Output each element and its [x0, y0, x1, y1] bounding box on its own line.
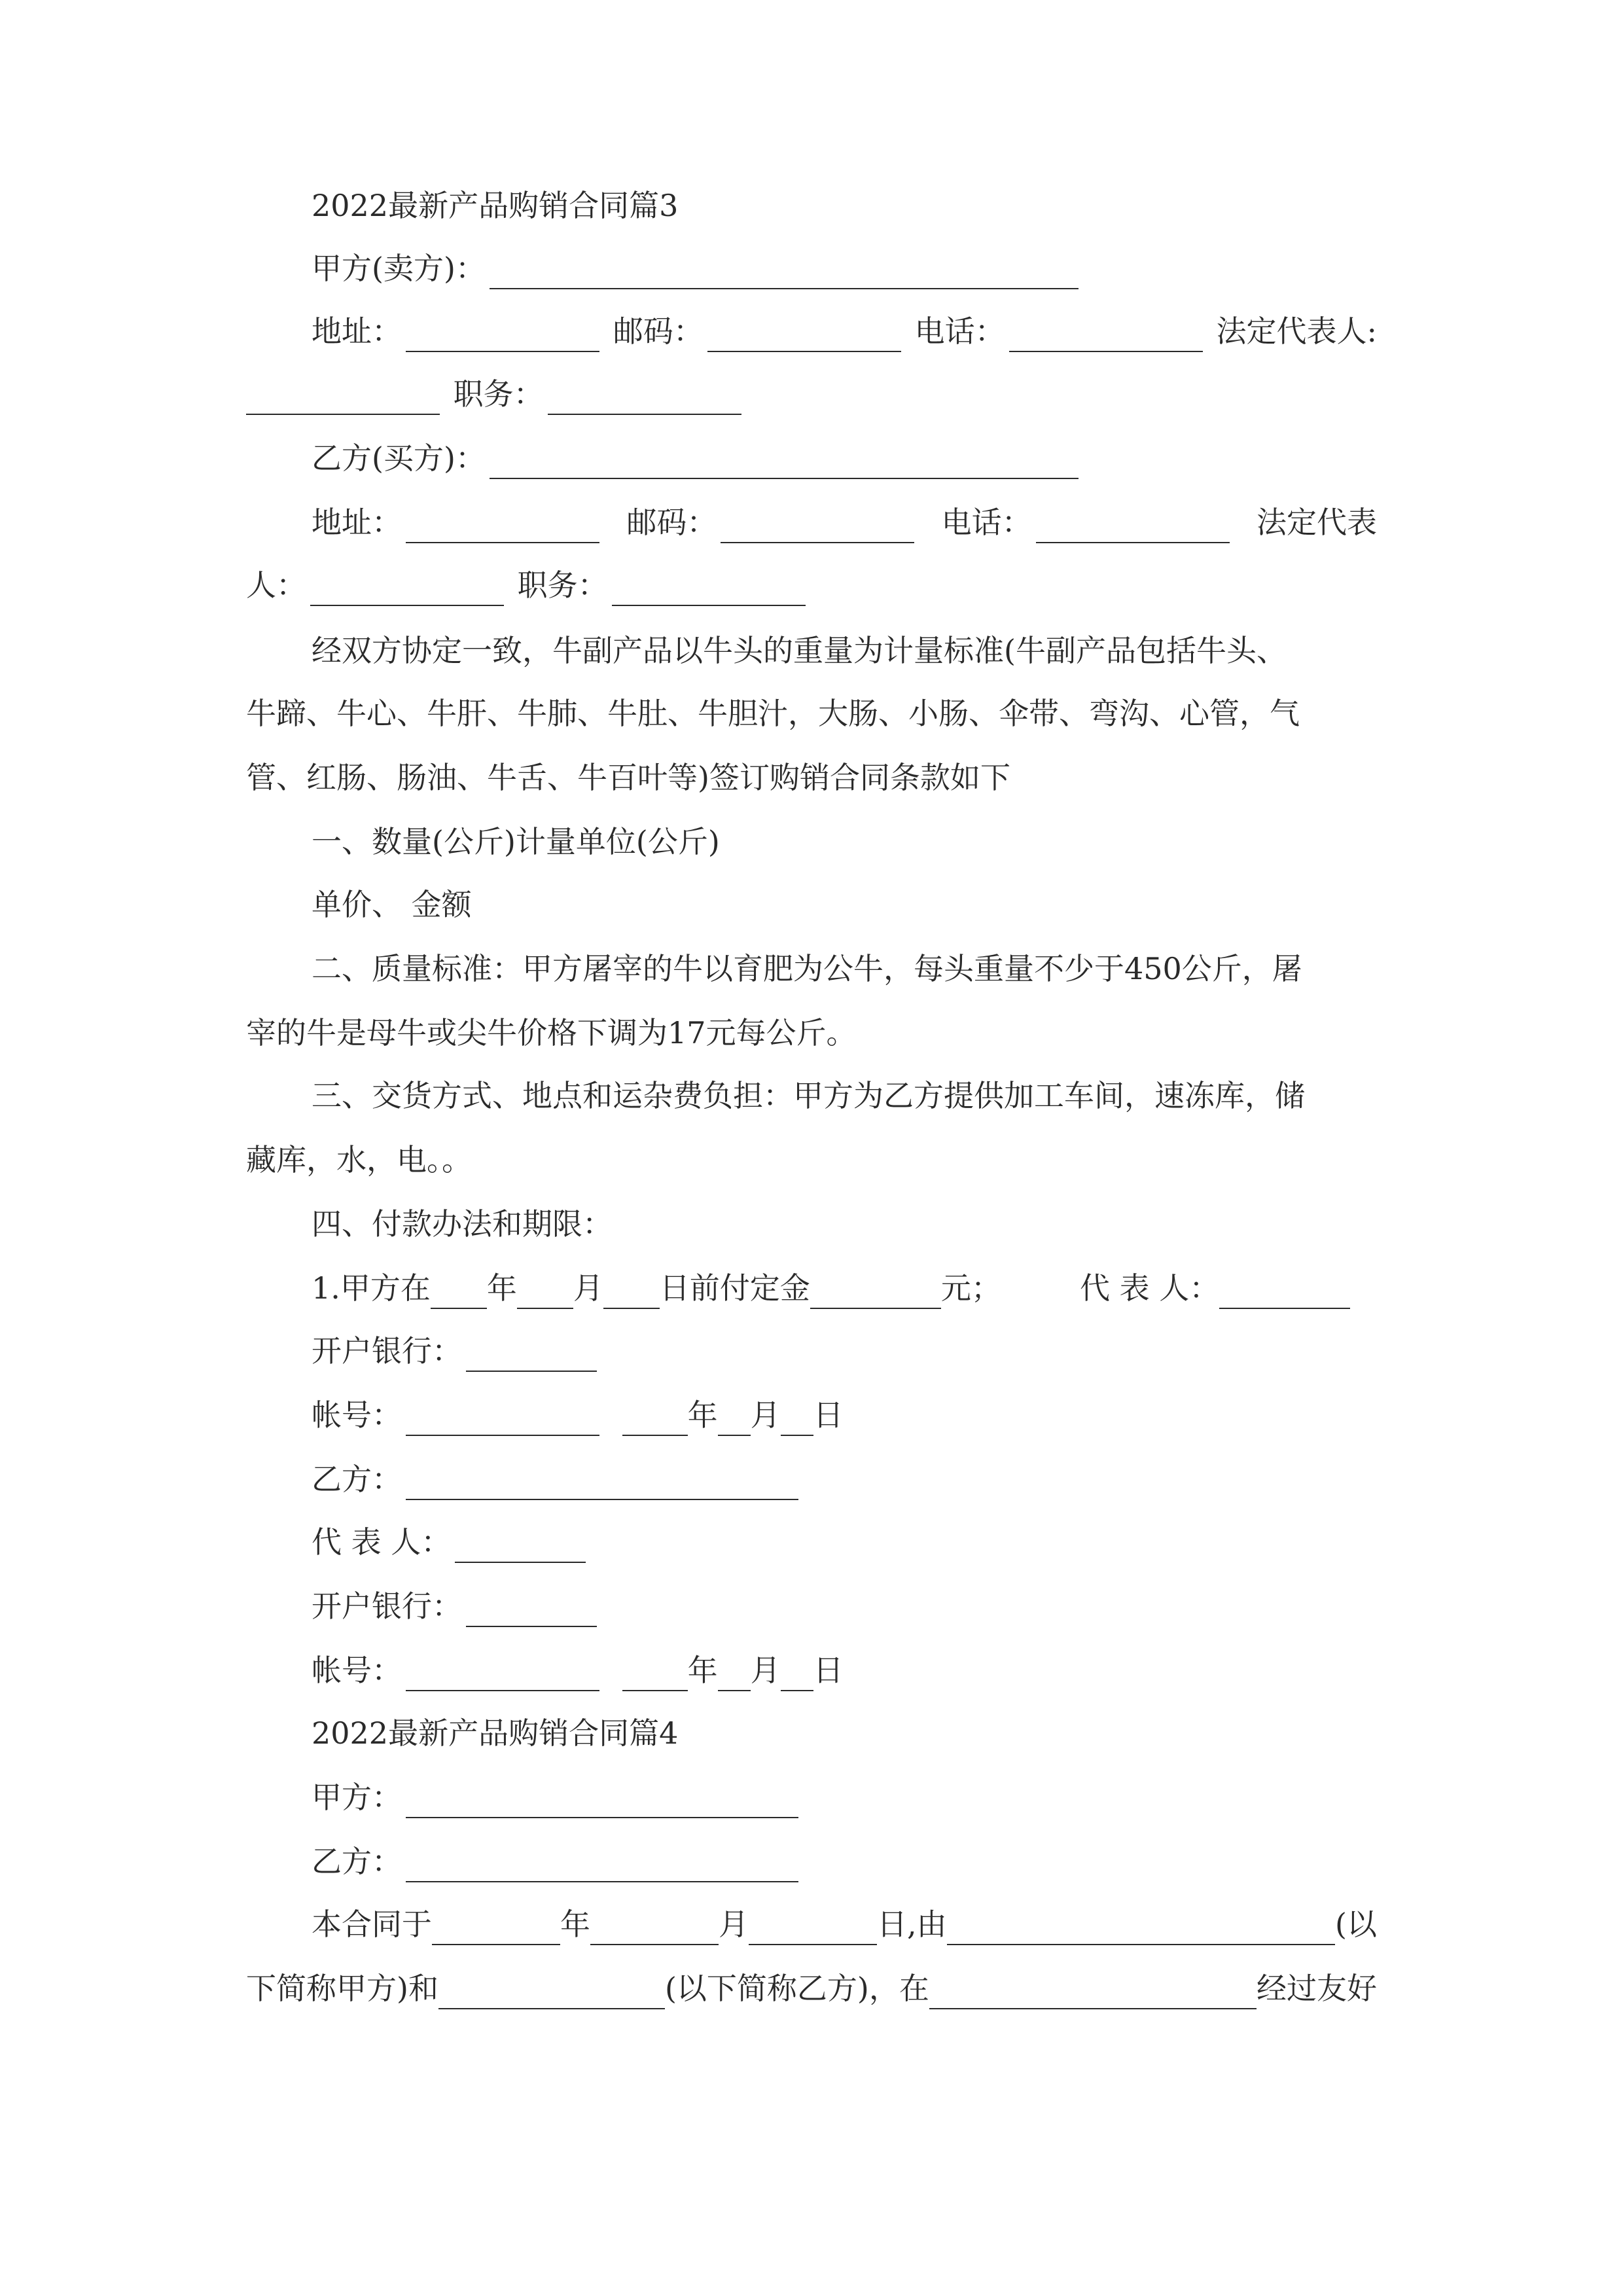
party-b-buyer-field[interactable]	[490, 449, 1079, 479]
location-field[interactable]	[929, 1979, 1257, 2009]
party-a-address-line: 地址： 邮码： 电话： 法定代表人:	[246, 310, 1377, 352]
account-a-year-field[interactable]	[622, 1406, 688, 1436]
contract-year-field[interactable]	[432, 1915, 560, 1945]
account-a-day-field[interactable]	[781, 1406, 813, 1436]
account-a-field[interactable]	[406, 1406, 599, 1436]
representative-a-field[interactable]	[1219, 1279, 1350, 1309]
representative-a-line: 代 表 人：	[1080, 1267, 1350, 1309]
account-b-line: 帐号： 年 月 日	[312, 1649, 844, 1691]
party-b-name-field[interactable]	[438, 1979, 665, 2009]
section-title-4: 2022最新产品购销合同篇4	[312, 1715, 679, 1751]
representative-b-field[interactable]	[455, 1533, 586, 1563]
contract-day-field[interactable]	[749, 1915, 877, 1945]
party-a-address-field[interactable]	[406, 322, 599, 352]
clause-1: 一、数量(公斤)计量单位(公斤)	[312, 824, 720, 859]
account-b-year-field[interactable]	[622, 1661, 688, 1691]
clause-2-line-2: 宰的牛是母牛或尖牛价格下调为17元每公斤。	[246, 1015, 857, 1050]
party-b-line-4: 乙方：	[312, 1840, 802, 1882]
bank-a-field[interactable]	[466, 1342, 597, 1372]
clause-3-line-1: 三、交货方式、地点和运杂费负担：甲方为乙方提供加工车间，速冻库，储	[312, 1078, 1305, 1113]
party-b-address-field[interactable]	[406, 513, 599, 543]
party-b-rep-line: 人： 职务：	[246, 564, 810, 606]
intro-line-1: 经双方协定一致，牛副产品以牛头的重量为计量标准(牛副产品包括牛头、	[312, 633, 1287, 668]
account-a-month-field[interactable]	[718, 1406, 751, 1436]
account-b-day-field[interactable]	[781, 1661, 813, 1691]
unit-price-line: 单价、 金额	[312, 887, 472, 922]
party-a-postcode-field[interactable]	[707, 322, 901, 352]
party-a-field-4[interactable]	[406, 1788, 798, 1818]
contract-month-field[interactable]	[590, 1915, 719, 1945]
party-b-sign-field[interactable]	[406, 1470, 798, 1500]
party-b-sign-line: 乙方：	[312, 1458, 802, 1500]
party-a-rep-line: 职务：	[246, 373, 745, 415]
clause-2-line-1: 二、质量标准：甲方屠宰的牛以育肥为公牛，每头重量不少于450公斤，屠	[312, 951, 1302, 986]
account-b-month-field[interactable]	[718, 1661, 751, 1691]
party-a-seller-line: 甲方(卖方)：	[312, 247, 1082, 289]
party-b-position-field[interactable]	[612, 576, 806, 606]
bank-b-line: 开户银行：	[312, 1585, 601, 1627]
party-b-field-4[interactable]	[406, 1852, 798, 1882]
clause-4: 四、付款办法和期限：	[312, 1206, 613, 1242]
hereinafter-line: 下简称甲方)和 (以下简称乙方)，在 经过友好	[246, 1967, 1377, 2009]
intro-line-3: 管、红肠、肠油、牛舌、牛百叶等)签订购销合同条款如下	[246, 760, 1010, 795]
party-b-phone-field[interactable]	[1036, 513, 1230, 543]
payment-line: 1.甲方在 年 月 日前付定金 元；	[312, 1267, 1001, 1309]
payment-month-field[interactable]	[517, 1279, 573, 1309]
section-title-3: 2022最新产品购销合同篇3	[312, 188, 679, 223]
party-a-name-field[interactable]	[947, 1915, 1335, 1945]
payment-day-field[interactable]	[603, 1279, 660, 1309]
party-b-address-line: 地址： 邮码： 电话： 法定代表	[246, 501, 1377, 543]
party-a-seller-field[interactable]	[490, 259, 1079, 289]
party-a-legal-rep-field[interactable]	[246, 385, 440, 415]
party-b-postcode-field[interactable]	[721, 513, 914, 543]
account-a-line: 帐号： 年 月 日	[312, 1394, 844, 1436]
contract-date-line: 本合同于 年 月 日,由 (以	[312, 1903, 1377, 1945]
clause-3-line-2: 藏库，水，电。。	[246, 1142, 472, 1177]
account-b-field[interactable]	[406, 1661, 599, 1691]
representative-b-line: 代 表 人：	[312, 1521, 590, 1563]
payment-year-field[interactable]	[431, 1279, 487, 1309]
bank-b-field[interactable]	[466, 1597, 597, 1627]
party-a-line-4: 甲方：	[312, 1776, 802, 1818]
intro-line-2: 牛蹄、牛心、牛肝、牛肺、牛肚、牛胆汁，大肠、小肠、伞带、弯沟、心管，气	[246, 696, 1300, 731]
party-a-position-field[interactable]	[548, 385, 741, 415]
deposit-amount-field[interactable]	[810, 1279, 941, 1309]
bank-a-line: 开户银行：	[312, 1330, 601, 1372]
party-b-buyer-line: 乙方(买方)：	[312, 437, 1082, 479]
party-a-phone-field[interactable]	[1009, 322, 1203, 352]
party-b-legal-rep-field[interactable]	[310, 576, 504, 606]
